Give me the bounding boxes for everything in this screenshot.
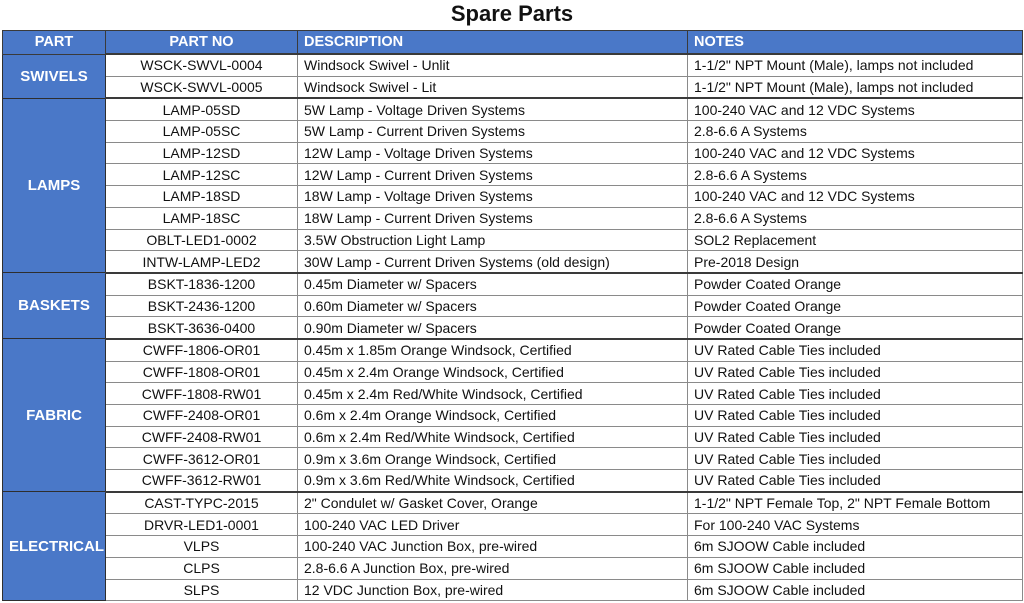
notes-cell: 1-1/2" NPT Mount (Male), lamps not included [688,76,1023,98]
table-row [3,383,1023,405]
table-row [3,251,1023,273]
table-row [3,76,1023,98]
part-no-cell: SLPS [106,579,298,601]
table-row [3,207,1023,229]
notes-cell: UV Rated Cable Ties included [688,361,1023,383]
part-no-cell: BSKT-2436-1200 [106,295,298,317]
part-no-cell: CAST-TYPC-2015 [106,492,298,514]
description-cell: 0.45m x 1.85m Orange Windsock, Certified [298,339,688,361]
spare-parts-table [2,30,1023,601]
notes-cell: UV Rated Cable Ties included [688,426,1023,448]
table-row [3,361,1023,383]
table-row [3,121,1023,143]
table-row [3,579,1023,601]
table-row [3,339,1023,361]
description-cell: Windsock Swivel - Unlit [298,54,688,76]
notes-cell: 6m SJOOW Cable included [688,579,1023,601]
notes-cell: 100-240 VAC and 12 VDC Systems [688,142,1023,164]
part-no-cell: CWFF-3612-RW01 [106,470,298,492]
description-cell: 0.60m Diameter w/ Spacers [298,295,688,317]
notes-cell: UV Rated Cable Ties included [688,470,1023,492]
notes-cell: 6m SJOOW Cable included [688,557,1023,579]
notes-cell: Powder Coated Orange [688,273,1023,295]
table-row [3,426,1023,448]
part-no-cell: LAMP-05SC [106,121,298,143]
notes-cell: SOL2 Replacement [688,229,1023,251]
group-label: FABRIC [3,339,106,492]
notes-cell: 100-240 VAC and 12 VDC Systems [688,98,1023,120]
part-no-cell: BSKT-3636-0400 [106,317,298,339]
part-no-cell: CLPS [106,557,298,579]
group-label: SWIVELS [3,54,106,98]
description-cell: 0.6m x 2.4m Red/White Windsock, Certified [298,426,688,448]
part-no-cell: OBLT-LED1-0002 [106,229,298,251]
table-row [3,317,1023,339]
part-no-cell: LAMP-12SC [106,164,298,186]
table-row [3,536,1023,558]
part-no-cell: CWFF-1808-OR01 [106,361,298,383]
header-part: PART [3,31,106,55]
description-cell: 12W Lamp - Current Driven Systems [298,164,688,186]
description-cell: 0.45m x 2.4m Orange Windsock, Certified [298,361,688,383]
page-title: Spare Parts [450,1,574,26]
table-row [3,54,1023,76]
table-body [3,54,1023,601]
notes-cell: Powder Coated Orange [688,295,1023,317]
part-no-cell: CWFF-1808-RW01 [106,383,298,405]
description-cell: 2" Condulet w/ Gasket Cover, Orange [298,492,688,514]
notes-cell: For 100-240 VAC Systems [688,514,1023,536]
part-no-cell: CWFF-2408-RW01 [106,426,298,448]
notes-cell: 2.8-6.6 A Systems [688,164,1023,186]
description-cell: 5W Lamp - Voltage Driven Systems [298,98,688,120]
part-no-cell: LAMP-12SD [106,142,298,164]
part-no-cell: WSCK-SWVL-0005 [106,76,298,98]
description-cell: 100-240 VAC LED Driver [298,514,688,536]
description-cell: 0.9m x 3.6m Orange Windsock, Certified [298,448,688,470]
part-no-cell: LAMP-18SC [106,207,298,229]
notes-cell: Powder Coated Orange [688,317,1023,339]
description-cell: 12W Lamp - Voltage Driven Systems [298,142,688,164]
table-row [3,492,1023,514]
description-cell: 30W Lamp - Current Driven Systems (old design) [298,251,688,273]
description-cell: Windsock Swivel - Lit [298,76,688,98]
table-row [3,186,1023,208]
description-cell: 100-240 VAC Junction Box, pre-wired [298,536,688,558]
description-cell: 0.6m x 2.4m Orange Windsock, Certified [298,405,688,427]
group-label: ELECTRICAL [3,492,106,601]
table-row [3,142,1023,164]
table-header-row [3,31,1023,55]
part-no-cell: CWFF-1806-OR01 [106,339,298,361]
part-no-cell: LAMP-05SD [106,98,298,120]
notes-cell: UV Rated Cable Ties included [688,405,1023,427]
part-no-cell: CWFF-3612-OR01 [106,448,298,470]
notes-cell: 2.8-6.6 A Systems [688,121,1023,143]
description-cell: 18W Lamp - Voltage Driven Systems [298,186,688,208]
notes-cell: UV Rated Cable Ties included [688,339,1023,361]
description-cell: 3.5W Obstruction Light Lamp [298,229,688,251]
table-row [3,164,1023,186]
description-cell: 12 VDC Junction Box, pre-wired [298,579,688,601]
notes-cell: 2.8-6.6 A Systems [688,207,1023,229]
header-part-no: PART NO [106,31,298,55]
part-no-cell: INTW-LAMP-LED2 [106,251,298,273]
description-cell: 5W Lamp - Current Driven Systems [298,121,688,143]
group-label: LAMPS [3,98,106,273]
table-row [3,405,1023,427]
notes-cell: 6m SJOOW Cable included [688,536,1023,558]
part-no-cell: LAMP-18SD [106,186,298,208]
description-cell: 0.45m x 2.4m Red/White Windsock, Certified [298,383,688,405]
table-row [3,557,1023,579]
part-no-cell: VLPS [106,536,298,558]
part-no-cell: BSKT-1836-1200 [106,273,298,295]
table-row [3,295,1023,317]
table-row [3,448,1023,470]
table-row [3,229,1023,251]
table-row [3,514,1023,536]
notes-cell: UV Rated Cable Ties included [688,448,1023,470]
description-cell: 2.8-6.6 A Junction Box, pre-wired [298,557,688,579]
description-cell: 0.90m Diameter w/ Spacers [298,317,688,339]
part-no-cell: DRVR-LED1-0001 [106,514,298,536]
notes-cell: 100-240 VAC and 12 VDC Systems [688,186,1023,208]
part-no-cell: WSCK-SWVL-0004 [106,54,298,76]
part-no-cell: CWFF-2408-OR01 [106,405,298,427]
description-cell: 0.9m x 3.6m Red/White Windsock, Certified [298,470,688,492]
notes-cell: Pre-2018 Design [688,251,1023,273]
notes-cell: 1-1/2" NPT Mount (Male), lamps not included [688,54,1023,76]
description-cell: 0.45m Diameter w/ Spacers [298,273,688,295]
table-row [3,470,1023,492]
header-notes: NOTES [688,31,1023,55]
group-label: BASKETS [3,273,106,339]
header-description: DESCRIPTION [298,31,688,55]
table-row [3,98,1023,120]
description-cell: 18W Lamp - Current Driven Systems [298,207,688,229]
table-row [3,273,1023,295]
notes-cell: UV Rated Cable Ties included [688,383,1023,405]
notes-cell: 1-1/2" NPT Female Top, 2" NPT Female Bottom [688,492,1023,514]
